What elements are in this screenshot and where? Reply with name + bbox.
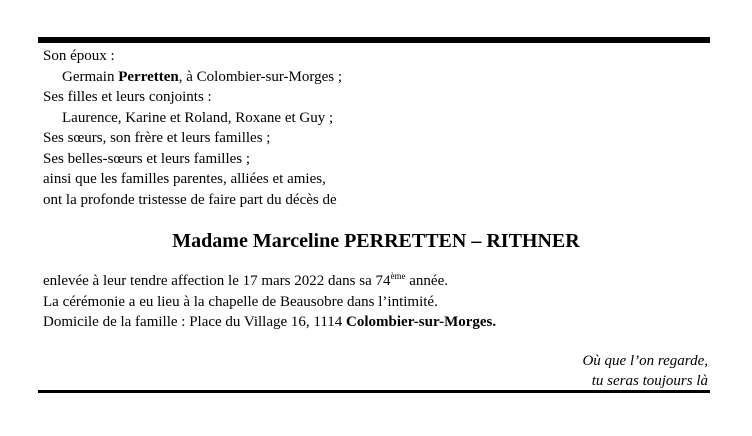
spouse-last-name: Perretten bbox=[118, 68, 179, 85]
spouse-rest: , à Colombier-sur-Morges ; bbox=[178, 68, 343, 85]
closing-quote bbox=[582, 351, 708, 391]
details-line-1-end: année. bbox=[405, 273, 448, 289]
ordinal-suffix: ème bbox=[390, 271, 406, 281]
details-line-3 bbox=[43, 312, 496, 333]
details-line-1-text: enlevée à leur tendre affection le 17 mars 2022 dans sa 74 bbox=[43, 273, 391, 289]
relatives-line: ainsi que les familles parentes, alliées et amies, bbox=[43, 171, 326, 187]
announcement-line: ont la profonde tristesse de faire part du décès de bbox=[43, 191, 337, 208]
deceased-name-text: Madame Marceline PERRETTEN – RITHNER bbox=[172, 230, 580, 252]
details-line-1 bbox=[43, 271, 496, 292]
spouse-first-name: Germain bbox=[62, 68, 115, 85]
details-line-2: La cérémonie a eu lieu à la chapelle de Beausobre dans l’intimité. bbox=[43, 293, 438, 310]
details-line-3-text: Domicile de la famille : Place du Village 16, 1114 bbox=[43, 314, 347, 330]
details bbox=[43, 271, 496, 333]
quote-line-1: Où que l’on regarde, bbox=[582, 353, 708, 369]
details-line-3-place: Colombier-sur-Morges. bbox=[346, 314, 497, 330]
top-rule bbox=[38, 37, 710, 43]
family-list bbox=[43, 46, 342, 210]
bottom-rule bbox=[38, 390, 710, 393]
daughters-names: Laurence, Karine et Roland, Roxane et Guy ; bbox=[62, 109, 334, 126]
spouse-line bbox=[43, 67, 342, 88]
siblings-line: Ses sœurs, son frère et leurs familles ; bbox=[43, 130, 271, 146]
deceased-name bbox=[0, 228, 752, 254]
in-laws-line: Ses belles-sœurs et leurs familles ; bbox=[43, 150, 251, 167]
daughters-heading: Ses filles et leurs conjoints : bbox=[43, 89, 212, 105]
spouse-heading: Son époux : bbox=[43, 48, 115, 64]
quote-line-2: tu seras toujours là bbox=[591, 373, 708, 389]
